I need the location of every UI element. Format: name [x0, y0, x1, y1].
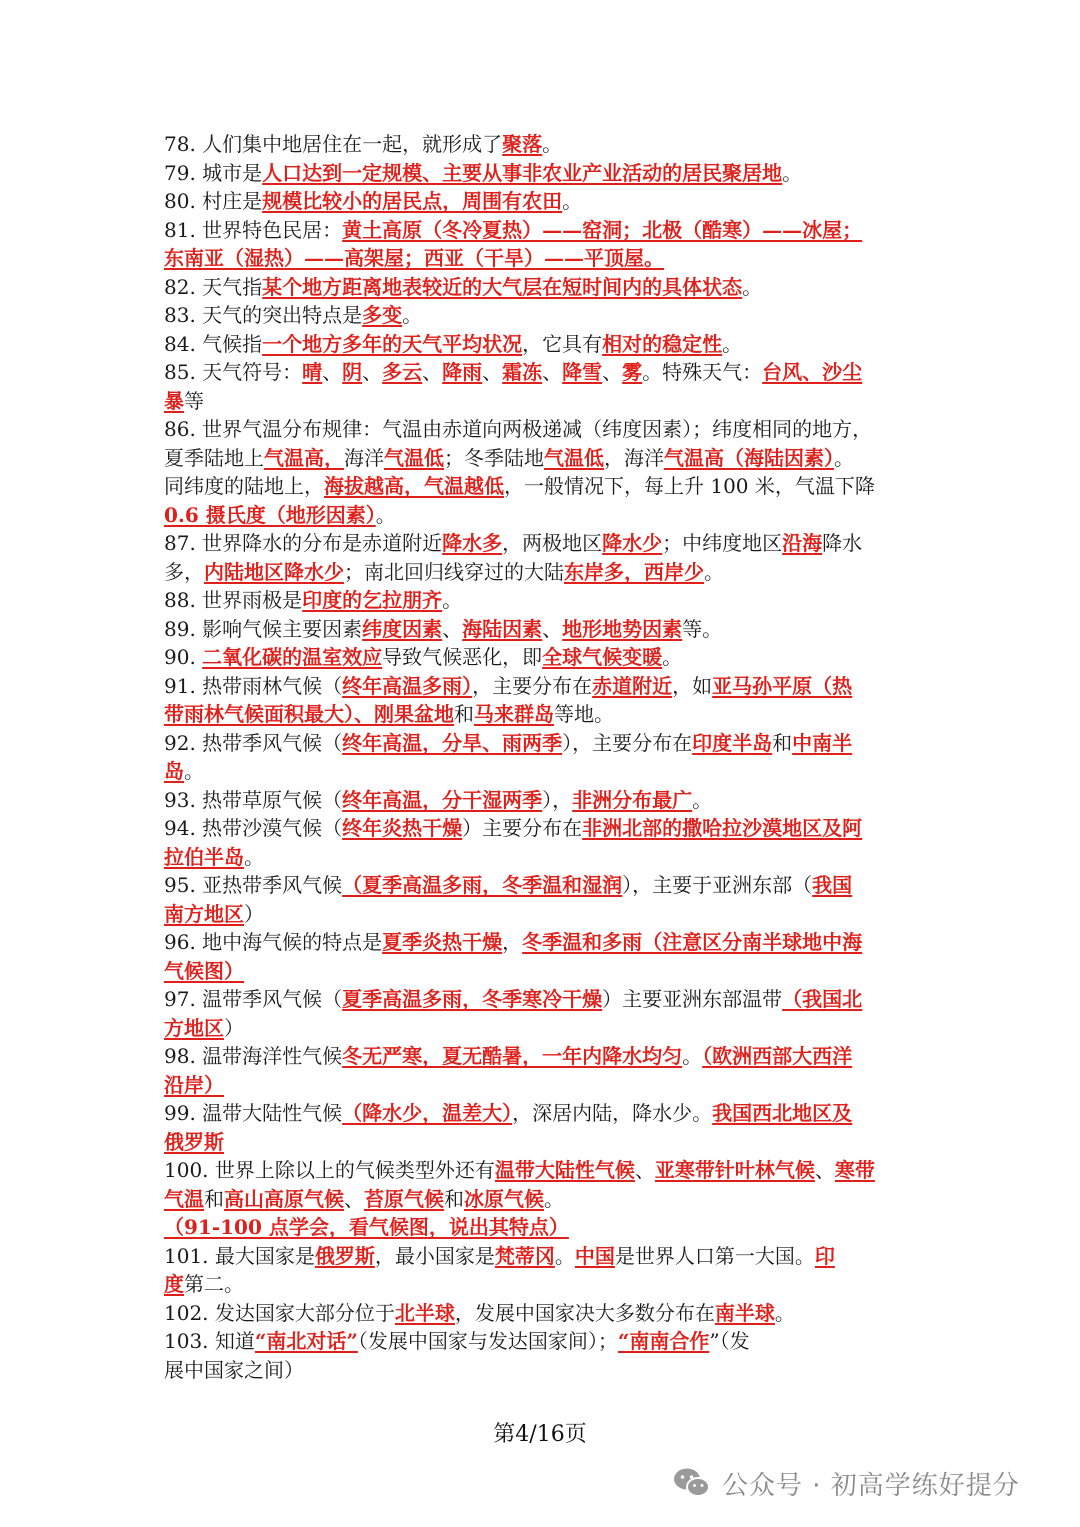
- highlighted-answer: 雾: [622, 360, 643, 384]
- body-text: 、: [542, 616, 563, 641]
- body-text: 78. 人们集中地居住在一起，就形成了: [164, 132, 503, 156]
- document-line: [164, 928, 916, 957]
- body-text: 。: [682, 1044, 703, 1068]
- highlighted-answer: 拉伯半岛: [164, 844, 244, 869]
- highlighted-answer: 我国西北地区及: [712, 1101, 853, 1125]
- body-text: 、: [322, 360, 343, 384]
- body-text: ，它具有: [522, 331, 603, 356]
- highlighted-answer: 降水多: [442, 531, 503, 555]
- highlighted-answer: 降雪: [562, 360, 603, 384]
- document-body: [164, 130, 916, 1384]
- highlighted-answer: 某个地方距离地表较近的大气层在短时间内的具体状态: [262, 274, 743, 299]
- highlighted-answer: （欧洲西部大西洋: [702, 1044, 853, 1068]
- body-text: （发展中国家与发达国家间）；: [357, 1329, 618, 1353]
- body-text: 。: [184, 759, 204, 783]
- highlighted-answer: “南北对话”: [254, 1329, 358, 1353]
- body-text: 103. 知道: [164, 1329, 255, 1353]
- highlighted-answer: 方地区: [164, 1015, 224, 1040]
- body-text: 、: [602, 360, 623, 384]
- body-text: 同纬度的陆地上，: [164, 474, 324, 498]
- highlighted-answer: 降雨: [442, 360, 483, 384]
- body-text: 90.: [164, 645, 203, 669]
- highlighted-answer: 黄土高原（冬冷夏热）——窑洞；北极（酷寒）——冰屋；: [342, 217, 863, 242]
- body-text: 101. 最大国家是: [164, 1243, 315, 1268]
- highlighted-answer: 台风、沙尘: [762, 360, 863, 384]
- body-text: 。特殊天气：: [642, 360, 763, 384]
- document-line: [164, 1242, 916, 1271]
- highlighted-answer: 冬无严寒，夏无酷暑，一年内降水均匀: [342, 1044, 683, 1068]
- body-text: ”（发: [709, 1329, 750, 1353]
- body-text: 、: [362, 360, 383, 384]
- document-line: [164, 1270, 916, 1299]
- highlighted-answer: 温带大陆性气候: [494, 1158, 635, 1182]
- highlighted-answer: 度: [164, 1272, 184, 1296]
- highlighted-answer: 阴: [342, 360, 363, 384]
- document-line: [164, 1099, 916, 1128]
- body-text: 。: [442, 588, 463, 612]
- body-text: 多，: [164, 559, 204, 584]
- highlighted-answer: 寒带: [834, 1158, 875, 1182]
- highlighted-answer: 非洲分布最广: [572, 787, 693, 812]
- body-text: 80. 村庄是: [164, 189, 263, 213]
- highlighted-answer: 降水少: [602, 531, 663, 555]
- document-line: [164, 130, 916, 159]
- body-text: 91. 热带雨林气候（: [164, 673, 343, 698]
- body-text: 、: [542, 360, 563, 384]
- document-line: [164, 1128, 916, 1157]
- highlighted-answer: 内陆地区降水少: [204, 559, 344, 584]
- highlighted-answer: 印度的乞拉朋齐: [302, 588, 443, 612]
- body-text: ，: [502, 930, 523, 954]
- body-text: ）主要分布在: [462, 816, 583, 840]
- highlighted-answer: 东岸多，西岸少: [564, 559, 704, 584]
- body-text: ，最小国家是: [374, 1243, 495, 1268]
- body-text: 和: [444, 1186, 464, 1211]
- highlighted-answer: 全球气候变暖: [542, 645, 663, 669]
- watermark: [672, 1463, 1020, 1503]
- body-text: 和: [454, 702, 474, 726]
- highlighted-answer: 聚落: [502, 132, 543, 156]
- document-line: [164, 472, 916, 501]
- highlighted-answer: “南南合作: [617, 1329, 710, 1353]
- body-text: 99. 温带大陆性气候: [164, 1101, 343, 1125]
- highlighted-answer: 梵蒂冈: [494, 1243, 555, 1268]
- highlighted-answer: 非洲北部的撒哈拉沙漠地区及阿: [582, 816, 863, 840]
- highlighted-answer: 0.6 摄氏度（地形因素）: [164, 502, 376, 527]
- body-text: 。: [562, 189, 583, 213]
- body-text: ；冬季陆地: [444, 445, 544, 470]
- highlighted-answer: 高山高原气候: [224, 1186, 344, 1211]
- body-text: 。: [834, 445, 854, 470]
- highlighted-answer: 带雨林气候面积最大）、: [164, 702, 374, 726]
- body-text: 96. 地中海气候的特点是: [164, 930, 383, 954]
- document-line: [164, 415, 916, 444]
- body-text: 。: [554, 1243, 575, 1268]
- document-line: [164, 1185, 916, 1214]
- highlighted-answer: 岛: [164, 759, 184, 783]
- body-text: 。: [544, 1186, 564, 1211]
- document-line: [164, 1042, 916, 1071]
- highlighted-answer: 印度半岛: [692, 730, 773, 755]
- watermark-text: 公众号 · 初高学练好提分: [722, 1470, 1020, 1501]
- document-line: [164, 672, 916, 701]
- body-text: 84. 气候指: [164, 331, 263, 356]
- body-text: 等: [184, 388, 204, 413]
- body-text: 。: [542, 132, 563, 156]
- highlighted-answer: 规模比较小的居民点，周围有农田: [262, 189, 563, 213]
- body-text: 、: [442, 616, 463, 641]
- body-text: 是世界人口第一大国。: [614, 1243, 815, 1268]
- body-text: ），主要分布在: [562, 730, 693, 755]
- document-line: [164, 814, 916, 843]
- highlighted-answer: 东南亚（湿热）——高架屋；西亚（干旱）——平顶屋。: [164, 246, 664, 270]
- document-line: [164, 1299, 916, 1328]
- highlighted-answer: 海陆因素: [462, 616, 543, 641]
- highlighted-answer: 沿岸）: [164, 1072, 224, 1097]
- highlighted-answer: （91-100 点学会，看气候图，说出其特点）: [164, 1215, 569, 1239]
- highlighted-answer: 亚马孙平原（热: [712, 673, 853, 698]
- highlighted-answer: 我国: [812, 873, 853, 897]
- body-text: 94. 热带沙漠气候（: [164, 816, 343, 840]
- highlighted-answer: 二氧化碳的温室效应: [202, 645, 383, 669]
- highlighted-answer: 气候图）: [164, 958, 244, 983]
- body-text: 81. 世界特色民居：: [164, 217, 343, 242]
- highlighted-answer: 气温低: [544, 445, 604, 470]
- body-text: 102. 发达国家大部分位于: [164, 1300, 395, 1325]
- highlighted-answer: （夏季高温多雨，冬季温和湿润: [342, 873, 623, 897]
- document-line: [164, 358, 916, 387]
- body-text: 等地。: [554, 702, 614, 726]
- body-text: 展中国家之间）: [164, 1357, 304, 1382]
- document-line: [164, 786, 916, 815]
- highlighted-answer: （降水少，温差大）: [342, 1101, 513, 1125]
- document-line: [164, 558, 916, 587]
- body-text: 。: [375, 502, 396, 527]
- highlighted-answer: 相对的稳定性: [602, 331, 723, 356]
- highlighted-answer: 终年高温，分干湿两季: [342, 787, 543, 812]
- highlighted-answer: 中南半: [792, 730, 853, 755]
- document-line: [164, 387, 916, 416]
- document-line: [164, 1014, 916, 1043]
- body-text: 。: [782, 160, 803, 185]
- document-line: [164, 1071, 916, 1100]
- highlighted-answer: 夏季高温多雨，冬季寒冷干燥: [342, 987, 603, 1011]
- highlighted-answer: 冰原气候: [464, 1186, 544, 1211]
- highlighted-answer: 气温高，: [264, 445, 344, 470]
- highlighted-answer: 刚果盆地: [374, 702, 454, 726]
- highlighted-answer: 沿海: [782, 531, 823, 555]
- highlighted-answer: （我国北: [782, 987, 863, 1011]
- body-text: 、: [814, 1158, 835, 1182]
- body-text: ；南北回归线穿过的大陆: [344, 559, 564, 584]
- body-text: ，一般情况下，每上升 100 米，气温下降: [504, 474, 875, 498]
- body-text: ，如: [672, 673, 713, 698]
- body-text: 导致气候恶化，即: [382, 645, 543, 669]
- body-text: ，两极地区: [502, 531, 603, 555]
- body-text: 83. 天气的突出特点是: [164, 303, 363, 327]
- body-text: 。: [402, 303, 423, 327]
- body-text: 95. 亚热带季风气候: [164, 873, 343, 897]
- highlighted-answer: 多变: [362, 303, 403, 327]
- highlighted-answer: 俄罗斯: [314, 1243, 375, 1268]
- document-line: [164, 615, 916, 644]
- document-line: [164, 529, 916, 558]
- body-text: 夏季陆地上: [164, 445, 264, 470]
- body-text: 。: [742, 274, 763, 299]
- highlighted-answer: 人口达到一定规模、主要从事非农业产业活动的居民聚居地: [262, 160, 783, 185]
- body-text: 85. 天气符号：: [164, 360, 303, 384]
- body-text: 87. 世界降水的分布是赤道附近: [164, 531, 443, 555]
- document-line: [164, 871, 916, 900]
- document-line: [164, 729, 916, 758]
- body-text: 降水: [822, 531, 863, 555]
- document-line: [164, 244, 916, 273]
- document-line: [164, 643, 916, 672]
- body-text: ），: [542, 787, 573, 812]
- body-text: ）: [244, 901, 264, 926]
- document-line: [164, 985, 916, 1014]
- highlighted-answer: 气温低: [384, 445, 444, 470]
- highlighted-answer: 一个地方多年的天气平均状况: [262, 331, 523, 356]
- highlighted-answer: 赤道附近: [592, 673, 673, 698]
- highlighted-answer: 气温高（海陆因素）: [664, 445, 834, 470]
- highlighted-answer: 多云: [382, 360, 423, 384]
- highlighted-answer: 冬季温和多雨（注意区分南半球地中海: [522, 930, 863, 954]
- highlighted-answer: 霜冻: [502, 360, 543, 384]
- body-text: 、: [344, 1186, 364, 1211]
- body-text: ；中纬度地区: [662, 531, 783, 555]
- highlighted-answer: 晴: [302, 360, 323, 384]
- document-line: [164, 1356, 916, 1385]
- body-text: 89. 影响气候主要因素: [164, 616, 363, 641]
- body-text: 97. 温带季风气候（: [164, 987, 343, 1011]
- body-text: 82. 天气指: [164, 274, 263, 299]
- body-text: 、: [482, 360, 503, 384]
- body-text: 等。: [682, 616, 723, 641]
- document-line: [164, 1156, 916, 1185]
- body-text: 。: [704, 559, 724, 584]
- body-text: 第二。: [184, 1272, 244, 1296]
- document-line: [164, 501, 916, 530]
- body-text: ，主要分布在: [472, 673, 593, 698]
- highlighted-answer: 气温: [164, 1186, 204, 1211]
- body-text: 和: [772, 730, 793, 755]
- body-text: 98. 温带海洋性气候: [164, 1044, 343, 1068]
- document-line: [164, 700, 916, 729]
- document-line: [164, 1327, 916, 1356]
- highlighted-answer: 马来群岛: [474, 702, 554, 726]
- page-number: 第4/16页: [493, 1422, 587, 1447]
- body-text: 。: [774, 1300, 795, 1325]
- body-text: 海洋: [344, 445, 384, 470]
- body-text: ，深居内陆，降水少。: [512, 1101, 713, 1125]
- body-text: ，发展中国家决大多数分布在: [454, 1300, 715, 1325]
- document-line: [164, 187, 916, 216]
- document-line: [164, 159, 916, 188]
- document-line: [164, 957, 916, 986]
- highlighted-answer: 南方地区: [164, 901, 244, 926]
- highlighted-answer: 俄罗斯: [164, 1129, 224, 1154]
- highlighted-answer: 苔原气候: [364, 1186, 444, 1211]
- document-line: [164, 301, 916, 330]
- body-text: 、: [634, 1158, 655, 1182]
- highlighted-answer: 海拔越高，气温越低: [324, 474, 504, 498]
- highlighted-answer: 亚寒带针叶林气候: [654, 1158, 815, 1182]
- body-text: 79. 城市是: [164, 160, 263, 185]
- body-text: ，海洋: [604, 445, 664, 470]
- body-text: 88. 世界雨极是: [164, 588, 303, 612]
- body-text: 和: [204, 1186, 224, 1211]
- body-text: 。: [692, 787, 713, 812]
- highlighted-answer: 中国: [574, 1243, 615, 1268]
- document-line: [164, 273, 916, 302]
- highlighted-answer: 暴: [164, 388, 184, 413]
- highlighted-answer: 终年高温，分旱、雨两季: [342, 730, 563, 755]
- highlighted-answer: 纬度因素: [362, 616, 443, 641]
- highlighted-answer: 夏季炎热干燥: [382, 930, 503, 954]
- body-text: ）: [224, 1015, 244, 1040]
- body-text: ）主要亚洲东部温带: [602, 987, 783, 1011]
- highlighted-answer: 终年高温多雨）: [342, 673, 473, 698]
- body-text: 100. 世界上除以上的气候类型外还有: [164, 1158, 495, 1182]
- document-line: [164, 843, 916, 872]
- highlighted-answer: 地形地势因素: [562, 616, 683, 641]
- body-text: 86. 世界气温分布规律：气温由赤道向两极递减（纬度因素）；纬度相同的地方，: [164, 417, 873, 441]
- highlighted-answer: 印: [814, 1243, 835, 1268]
- wechat-icon: [672, 1466, 712, 1500]
- document-line: [164, 330, 916, 359]
- body-text: 。: [722, 331, 743, 356]
- document-line: [164, 444, 916, 473]
- body-text: ），主要于亚洲东部（: [622, 873, 813, 897]
- highlighted-answer: 南半球: [714, 1300, 775, 1325]
- body-text: 92. 热带季风气候（: [164, 730, 343, 755]
- document-line: [164, 1213, 916, 1242]
- document-line: [164, 586, 916, 615]
- body-text: 。: [662, 645, 683, 669]
- document-line: [164, 900, 916, 929]
- body-text: 93. 热带草原气候（: [164, 787, 343, 812]
- body-text: 、: [422, 360, 443, 384]
- body-text: 。: [244, 844, 264, 869]
- highlighted-answer: 北半球: [394, 1300, 455, 1325]
- document-line: [164, 216, 916, 245]
- document-line: [164, 757, 916, 786]
- highlighted-answer: 终年炎热干燥: [342, 816, 463, 840]
